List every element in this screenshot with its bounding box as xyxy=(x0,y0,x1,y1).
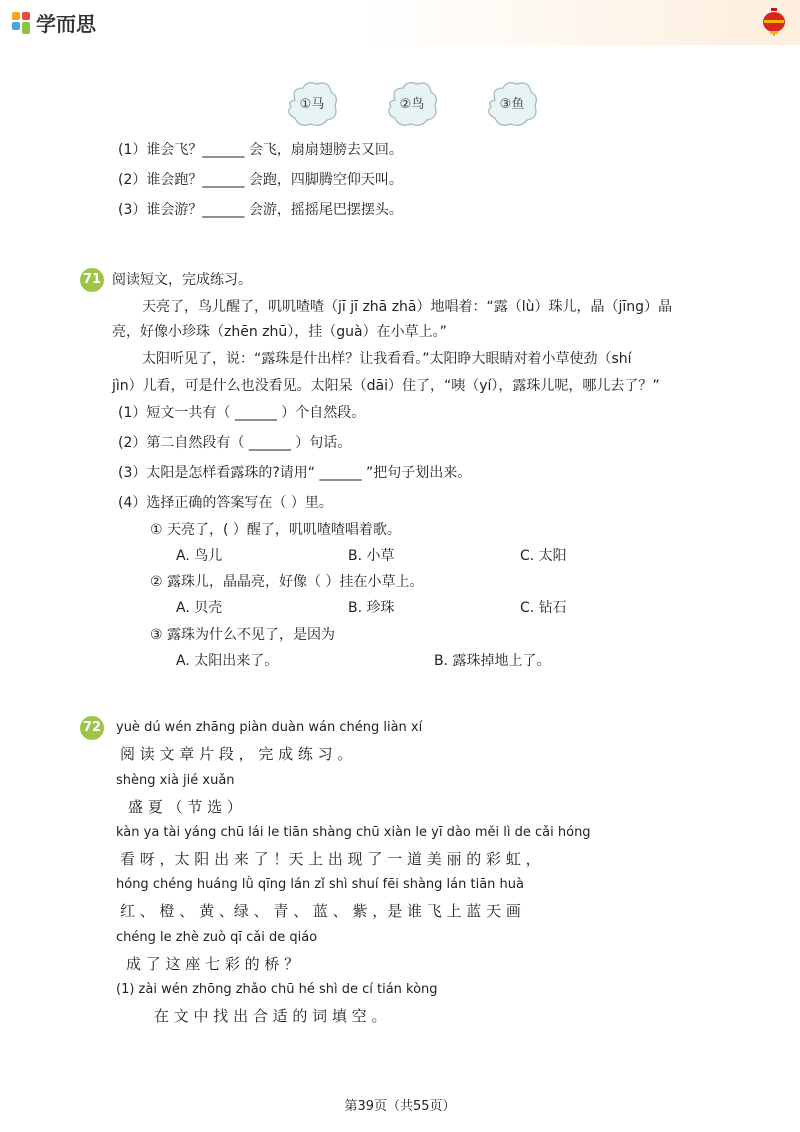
q71-sub1-option-b: B. 小草 xyxy=(348,548,395,564)
fill-line-3: (3）谁会游？______ 会游，摇摇尾巴摆摆头。 xyxy=(118,202,403,218)
q72-hanzi-6: 在 文 中 找 出 合 适 的 词 填 空 。 xyxy=(154,1007,387,1025)
brand-logo xyxy=(12,8,96,37)
q71-sub1-stem: ① 天亮了，( ）醒了，叽叽喳喳唱着歌。 xyxy=(150,522,401,538)
q72-hanzi-1: 阅 读 文 章 片 段 ， 完 成 练 习 。 xyxy=(120,745,353,763)
q72-pinyin-5: chéng le zhè zuò qī cǎi de qiáo xyxy=(116,930,318,945)
q71-passage-line-3: 太阳听见了，说：“露珠是什出样？让我看看。”太阳睁大眼睛对着小草使劲（shí xyxy=(142,351,632,367)
brand-name: 学而思 xyxy=(36,12,96,36)
q71-sub2-option-b: B. 珍珠 xyxy=(348,600,395,616)
q71-sub1-option-a: A. 鸟儿 xyxy=(176,548,223,564)
q72-pinyin-2: shèng xià jié xuǎn xyxy=(116,773,235,788)
q72-pinyin-6: (1) zài wén zhōng zhǎo chū hé shì de cí tián kòng xyxy=(116,982,438,997)
q71-sub2-option-c: C. 钻石 xyxy=(520,600,567,616)
question-number-72: 72 xyxy=(80,716,104,740)
cloud-option-1: ①马 xyxy=(285,80,339,128)
q71-sub3-stem: ③ 露珠为什么不见了，是因为 xyxy=(150,627,336,643)
brand-mark-icon xyxy=(12,12,32,34)
q71-sub2-stem: ② 露珠儿，晶晶亮，好像（ ）挂在小草上。 xyxy=(150,574,424,590)
q71-question-4: (4）选择正确的答案写在（ ）里。 xyxy=(118,495,333,511)
q71-sub3-option-b: B. 露珠掉地上了。 xyxy=(434,653,551,669)
q72-hanzi-4: 红 、 橙 、 黄 、绿 、 青 、 蓝 、 紫 ，是 谁 飞 上 蓝 天 画 xyxy=(120,902,521,920)
q72-hanzi-2: 盛 夏 （ 节 选 ） xyxy=(128,798,242,816)
lantern-icon xyxy=(762,8,786,36)
page-footer: 第39页（共55页） xyxy=(344,1099,456,1114)
cloud-option-2: ②鸟 xyxy=(385,80,439,128)
q72-hanzi-3: 看 呀 ，太 阳 出 来 了 ！天 上 出 现 了 一 道 美 丽 的 彩 虹 ， xyxy=(120,850,541,868)
question-number-71: 71 xyxy=(80,268,104,292)
q72-pinyin-4: hóng chéng huáng lǜ qīng lán zǐ shì shuí fēi shàng lán tiān huà xyxy=(116,877,524,892)
q71-passage-line-1: 天亮了，鸟儿醒了，叽叽喳喳（jī jī zhā zhā）地唱着：“露（lù）珠儿，晶（jīng）晶 xyxy=(142,299,673,315)
q71-title: 阅读短文，完成练习。 xyxy=(112,272,252,288)
q72-hanzi-5: 成 了 这 座 七 彩 的 桥 ？ xyxy=(126,955,300,973)
q71-question-2: (2）第二自然段有（ ______ ）句话。 xyxy=(118,435,352,451)
header-bar xyxy=(0,0,800,45)
q71-sub3-option-a: A. 太阳出来了。 xyxy=(176,653,279,669)
q71-question-1: (1）短文一共有（ ______ ）个自然段。 xyxy=(118,405,366,421)
q72-pinyin-1: yuè dú wén zhāng piàn duàn wán chéng liàn xí xyxy=(116,720,423,735)
q71-question-3: (3）太阳是怎样看露珠的?请用“ ______ ”把句子划出来。 xyxy=(118,465,472,481)
q71-passage-line-4: jìn）儿看，可是什么也没看见。太阳呆（dāi）住了，“咦（yí），露珠儿呢，哪儿去了？” xyxy=(112,378,660,394)
fill-line-2: (2）谁会跑？______ 会跑，四脚腾空仰天叫。 xyxy=(118,172,403,188)
fill-line-1: (1）谁会飞？______ 会飞，扇扇翅膀去又回。 xyxy=(118,142,403,158)
cloud-option-3: ③鱼 xyxy=(485,80,539,128)
q72-pinyin-3: kàn ya tài yáng chū lái le tiān shàng chū xiàn le yī dào měi lì de cǎi hóng xyxy=(116,825,591,840)
q71-sub1-option-c: C. 太阳 xyxy=(520,548,567,564)
q71-sub2-option-a: A. 贝壳 xyxy=(176,600,223,616)
q71-passage-line-2: 亮，好像小珍珠（zhēn zhū），挂（guà）在小草上。” xyxy=(112,324,447,340)
